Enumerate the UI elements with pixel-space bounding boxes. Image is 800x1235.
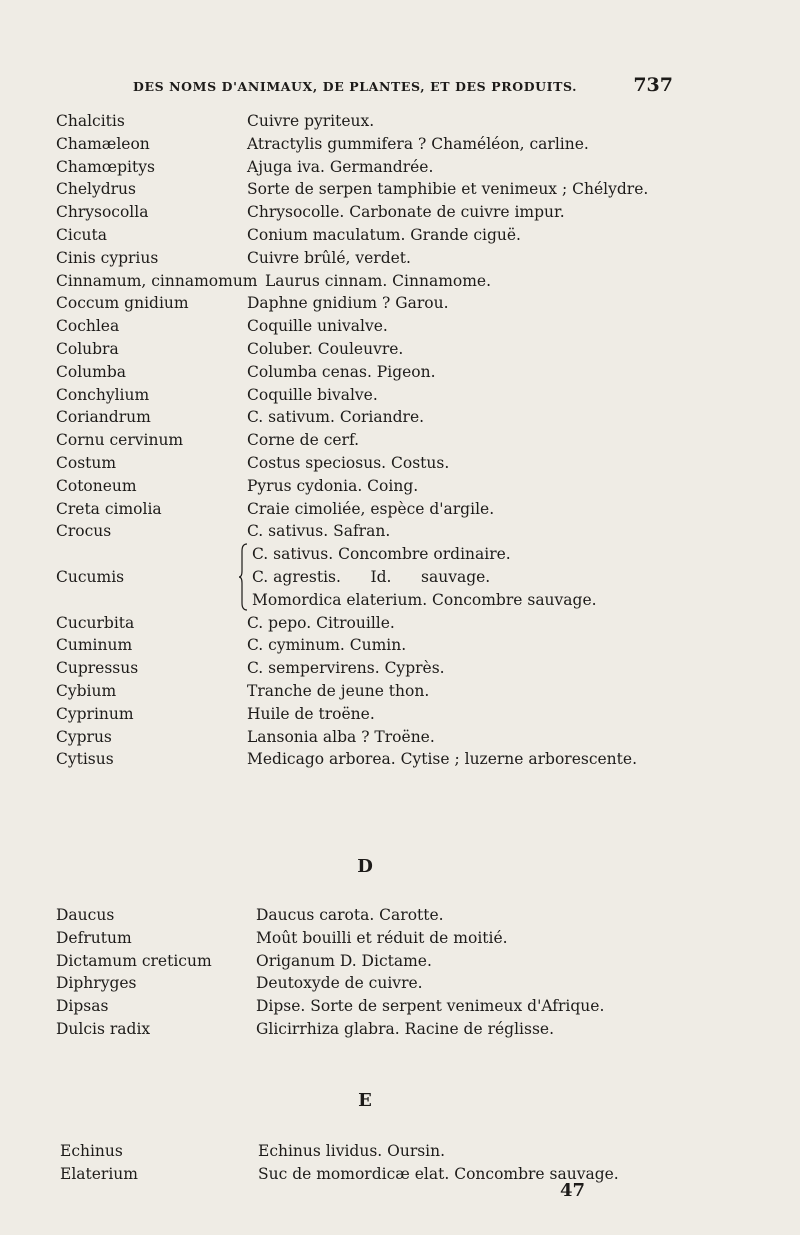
french-name: Echinus lividus. Oursin. (258, 1142, 446, 1160)
latin-name: Chrysocolla (56, 203, 149, 222)
section-heading-e: E (358, 1090, 372, 1111)
entry-row (56, 612, 756, 635)
signature-mark: 47 (560, 1180, 586, 1201)
latin-name: Diphryges (56, 974, 137, 993)
french-name: Momordica elaterium. Concombre sauvage. (252, 590, 597, 609)
french-name: Laurus cinnam. Cinnamome. (265, 271, 492, 290)
french-name: Chrysocolle. Carbonate de cuivre impur. (247, 203, 565, 222)
french-name: Columba cenas. Pigeon. (247, 362, 436, 381)
brace-icon (238, 543, 248, 611)
entry-row (56, 1018, 756, 1041)
latin-name: Coccum gnidium (56, 294, 189, 313)
french-name: Medicago arborea. Cytise ; luzerne arborescente. (247, 750, 637, 769)
latin-name: Elaterium (60, 1164, 138, 1183)
french-name: Lansonia alba ? Troëne. (247, 727, 435, 746)
entry-row (56, 520, 756, 543)
entry-row (56, 680, 756, 703)
entry-row (56, 338, 756, 361)
entry-row (56, 201, 756, 224)
entry-row (56, 995, 756, 1018)
page-number: 737 (633, 74, 673, 96)
french-name: Tranche de jeune thon. (247, 681, 430, 700)
entry-row (56, 634, 756, 657)
french-name: C. pepo. Citrouille. (247, 613, 395, 632)
latin-name: Cicuta (56, 225, 107, 244)
latin-name: Chamæleon (56, 134, 150, 153)
french-name: Deutoxyde de cuivre. (256, 974, 423, 993)
latin-name: Conchylium (56, 385, 150, 404)
entry-row (56, 748, 756, 771)
french-name: Dipse. Sorte de serpent venimeux d'Afrique. (256, 997, 605, 1016)
entry-row (56, 927, 756, 950)
latin-name: Chelydrus (56, 180, 136, 199)
latin-name: Cybium (56, 681, 117, 700)
french-name: C. sativum. Coriandre. (247, 408, 425, 427)
entry-row (56, 178, 756, 201)
latin-name: Daucus (56, 906, 115, 924)
french-name: Coquille bivalve. (247, 385, 378, 404)
french-name: Pyrus cydonia. Coing. (247, 476, 419, 495)
latin-name: Cinis cyprius (56, 248, 159, 267)
french-name: Cuivre pyriteux. (247, 112, 375, 130)
french-name: C. cyminum. Cumin. (247, 636, 407, 655)
french-name: C. agrestis. Id. sauvage. (252, 567, 491, 586)
entry-row (56, 361, 756, 384)
entry-group-cucumis (56, 543, 756, 611)
latin-name: Cuminum (56, 636, 133, 655)
entry-row (56, 292, 756, 315)
latin-name: Colubra (56, 339, 119, 358)
latin-name: Dipsas (56, 997, 109, 1016)
french-name: Coquille univalve. (247, 317, 388, 336)
french-name: Ajuga iva. Germandrée. (247, 157, 434, 176)
french-name: Moût bouilli et réduit de moitié. (256, 928, 508, 947)
french-name: Daphne gnidium ? Garou. (247, 294, 449, 313)
entry-row (56, 133, 756, 156)
latin-name: Cucumis (56, 567, 125, 586)
latin-name: Defrutum (56, 928, 132, 947)
entry-row (56, 1163, 756, 1186)
entry-row (56, 429, 756, 452)
french-name: Craie cimoliée, espèce d'argile. (247, 499, 495, 518)
entry-row (56, 475, 756, 498)
latin-name: Dulcis radix (56, 1019, 151, 1038)
latin-name: Creta cimolia (56, 499, 162, 518)
running-header (133, 74, 673, 96)
entry-row (56, 498, 756, 521)
entry-row (56, 703, 756, 726)
latin-name: Cornu cervinum (56, 431, 184, 450)
entry-row (56, 315, 756, 338)
french-name: Glicirrhiza glabra. Racine de réglisse. (256, 1019, 555, 1038)
entry-row (56, 110, 756, 133)
french-name: Origanum D. Dictame. (256, 951, 432, 970)
entry-row (56, 384, 756, 407)
latin-name: Columba (56, 362, 126, 381)
french-name: C. sativus. Concombre ordinaire. (252, 545, 511, 564)
latin-name: Cyprinum (56, 704, 134, 723)
entry-row (56, 904, 756, 927)
entry-row (56, 224, 756, 247)
latin-name: Cupressus (56, 659, 139, 678)
latin-name: Costum (56, 453, 117, 472)
entries-d (56, 904, 756, 1041)
entry-row (56, 950, 756, 973)
latin-name: Cyprus (56, 727, 112, 746)
latin-name: Chalcitis (56, 112, 125, 130)
entry-row (56, 270, 756, 293)
french-name: Costus speciosus. Costus. (247, 453, 450, 472)
entry-row (56, 657, 756, 680)
entry-row (56, 1140, 756, 1163)
latin-name: Echinus (60, 1142, 123, 1160)
latin-name: Cinnamum, cinnamomum (56, 271, 258, 290)
entry-row (56, 406, 756, 429)
latin-name: Cucurbita (56, 613, 135, 632)
french-name: C. sativus. Safran. (247, 522, 391, 541)
entry-row (56, 972, 756, 995)
latin-name: Coriandrum (56, 408, 151, 427)
entry-row (56, 156, 756, 179)
french-name: Coluber. Couleuvre. (247, 339, 404, 358)
french-name: Corne de cerf. (247, 431, 360, 450)
latin-name: Cytisus (56, 750, 114, 769)
french-name: C. sempervirens. Cyprès. (247, 659, 445, 678)
latin-name: Cotoneum (56, 476, 137, 495)
french-name: Daucus carota. Carotte. (256, 906, 444, 924)
section-heading-d: D (357, 856, 373, 877)
latin-name: Crocus (56, 522, 112, 541)
french-name: Huile de troëne. (247, 704, 375, 723)
header-title: DES NOMS D'ANIMAUX, DE PLANTES, ET DES PRODUITS. (133, 79, 578, 94)
entry-row (56, 452, 756, 475)
entry-row (56, 247, 756, 270)
entries-c (56, 110, 756, 771)
french-name: Sorte de serpen tamphibie et venimeux ; Chélydre. (247, 180, 649, 199)
latin-name: Chamœpitys (56, 157, 155, 176)
french-name: Suc de momordicæ elat. Concombre sauvage. (258, 1164, 619, 1183)
french-name: Conium maculatum. Grande ciguë. (247, 225, 521, 244)
entries-e (56, 1140, 756, 1186)
latin-name: Dictamum creticum (56, 951, 212, 970)
french-name: Cuivre brûlé, verdet. (247, 248, 411, 267)
french-name: Atractylis gummifera ? Chaméléon, carline. (247, 134, 589, 153)
latin-name: Cochlea (56, 317, 120, 336)
entry-row (56, 726, 756, 749)
